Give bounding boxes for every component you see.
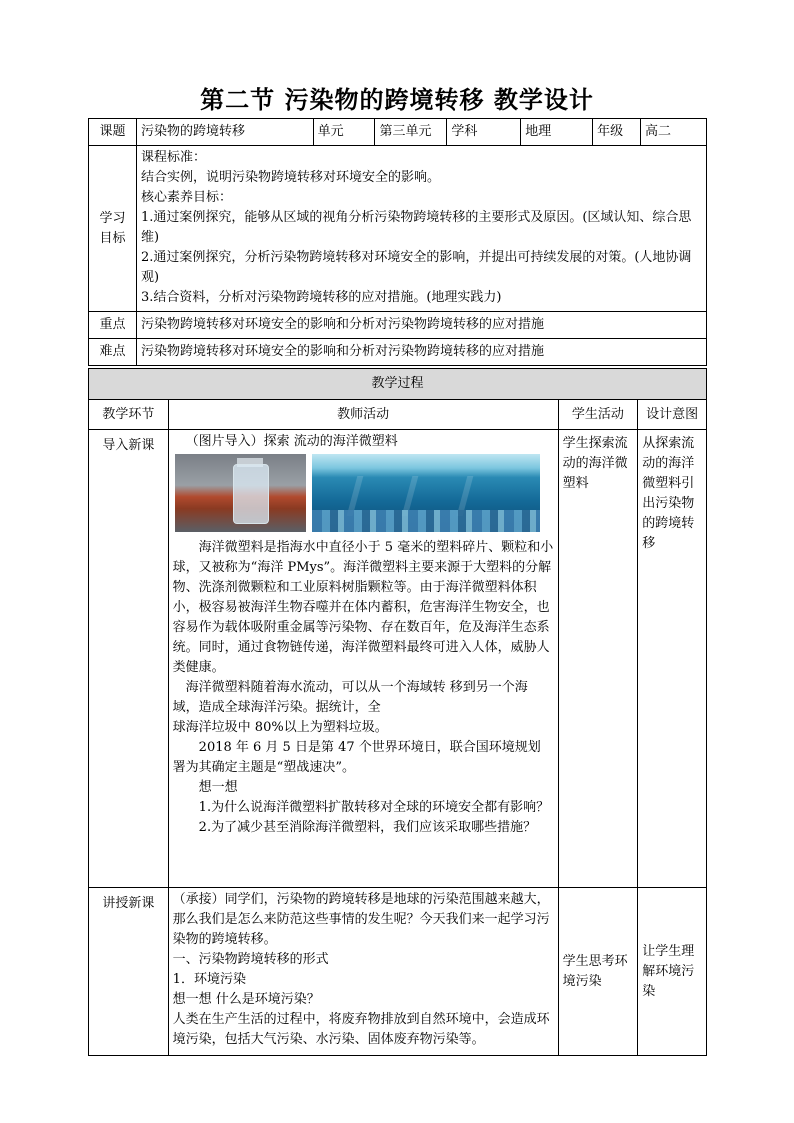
difficult-point-label: 难点 (89, 339, 137, 366)
col-stage: 教学环节 (89, 400, 169, 430)
objectives-line: 2.通过案例探究，分析污染物跨境转移对环境安全的影响，并提出可持续发展的对策。(人地协调观) (140, 250, 692, 285)
info-table (88, 118, 707, 366)
objectives-label: 学习目标 (89, 146, 137, 312)
grade-value: 高二 (641, 119, 707, 146)
table-row (89, 888, 707, 1056)
page-title: 第二节 污染物的跨境转移 教学设计 (200, 85, 594, 114)
ocean-microplastic-photo (312, 454, 540, 532)
key-point-text: 污染物跨境转移对环境安全的影响和分析对污染物跨境转移的应对措施 (136, 312, 706, 339)
paragraph: （承接）同学们，污染物的跨境转移是地球的污染范围越来越大，那么我们是怎么来防范这些事情的发生呢？今天我们来一起学习污染物的跨境转移。 (172, 892, 550, 947)
paragraph: 一、污染物跨境转移的形式 (172, 952, 329, 967)
stage-cell: 讲授新课 (89, 888, 169, 1056)
objectives-line: 核心素养目标： (140, 190, 232, 205)
paragraph: 海洋微塑料随着海水流动，可以从一个海域转 移到另一个海域，造成全球海洋污染。据统计，全 (172, 680, 528, 715)
paragraph: 2.为了减少甚至消除海洋微塑料，我们应该采取哪些措施？ (198, 820, 537, 835)
objectives-line: 结合实例，说明污染物跨境转移对环境安全的影响。 (140, 170, 440, 185)
paragraph: 2018 年 6 月 5 日是第 47 个世界环境日，联合国环境规划署为其确定主题是“塑战速决”。 (172, 740, 541, 775)
paragraph: 球海洋垃圾中 80%以上为塑料垃圾。 (172, 720, 388, 735)
paragraph: 1．环境污染 (172, 972, 246, 987)
unit-value: 第三单元 (375, 119, 447, 146)
table-row (89, 430, 707, 888)
paragraph: 想一想 什么是环境污染？ (172, 992, 320, 1007)
objectives-content (136, 146, 706, 312)
unit-label: 单元 (313, 119, 375, 146)
stage-cell: 导入新课 (89, 430, 169, 888)
process-table (88, 368, 707, 1056)
subject-label: 学科 (447, 119, 521, 146)
col-student: 学生活动 (558, 400, 638, 430)
subject-value: 地理 (521, 119, 593, 146)
objectives-line: 课程标准： (140, 150, 206, 165)
topic-value: 污染物的跨境转移 (136, 119, 313, 146)
paragraph: 人类在生产生活的过程中，将废弃物排放到自然环境中，会造成环境污染，包括大气污染、水污染、固体废弃物污染等。 (172, 1012, 550, 1047)
paragraph: 1.为什么说海洋微塑料扩散转移对全球的环境安全都有影响？ (198, 800, 550, 815)
col-teacher: 教师活动 (168, 400, 558, 430)
teacher-activity (168, 430, 558, 888)
student-activity: 学生探索流动的海洋微塑料 (558, 430, 638, 888)
topic-label: 课题 (89, 119, 137, 146)
col-design: 设计意图 (638, 400, 707, 430)
key-point-label: 重点 (89, 312, 137, 339)
difficult-point-text: 污染物跨境转移对环境安全的影响和分析对污染物跨境转移的应对措施 (136, 339, 706, 366)
design-intent: 让学生理解环境污染 (638, 888, 707, 1056)
objectives-line: 1.通过案例探究，能够从区域的视角分析污染物跨境转移的主要形式及原因。(区域认知、综合思维) (140, 210, 692, 245)
intro-images (175, 454, 554, 532)
paragraph: 海洋微塑料是指海水中直径小于 5 毫米的塑料碎片、颗粒和小球，又被称为“海洋 PMys”。海洋微塑料主要来源于大塑料的分解物、洗涤剂微颗粒和工业原料树脂颗粒等。由于海洋微塑料体积小，极容易被海洋生物吞噬并在体内蓄积，危害海洋生物安全，也容易作为载体吸附重金属等污染物、存在数百年，危及海洋生态系统。同时，通过食物链传递，海洋微塑料最终可进入人体，威胁人类健康。 (172, 540, 554, 675)
student-activity: 学生思考环境污染 (558, 888, 638, 1056)
grade-label: 年级 (593, 119, 641, 146)
process-header: 教学过程 (89, 369, 707, 400)
teacher-heading: （图片导入）探索 流动的海洋微塑料 (185, 434, 398, 449)
objectives-line: 3.结合资料，分析对污染物跨境转移的应对措施。(地理实践力) (140, 290, 502, 305)
teacher-activity (168, 888, 558, 1056)
paragraph: 想一想 (198, 780, 238, 795)
design-intent: 从探索流动的海洋微塑料引出污染物的跨境转移 (638, 430, 707, 888)
plastic-sample-photo (175, 454, 306, 532)
